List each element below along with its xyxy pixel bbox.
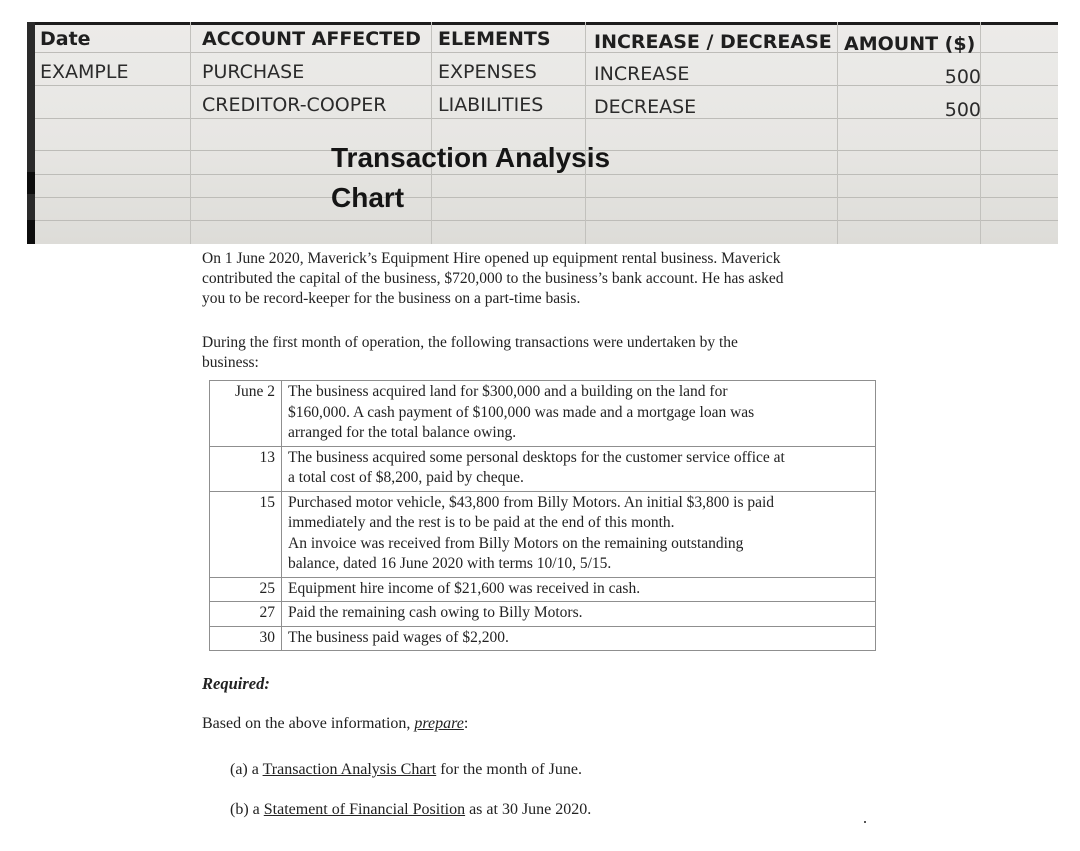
sheet-top-edge <box>27 22 1058 25</box>
row2-amount: 500 <box>944 99 981 121</box>
intro-line: you to be record-keeper for the business on a part-time basis. <box>202 290 581 307</box>
description-line: arranged for the total balance owing. <box>288 424 517 441</box>
row2-incdec: DECREASE <box>594 96 697 118</box>
row2-account: CREDITOR-COOPER <box>202 94 387 116</box>
description-line: An invoice was received from Billy Motors on the remaining outstanding <box>288 534 744 552</box>
table-row <box>210 446 876 491</box>
transactions-table <box>209 380 876 651</box>
intro-line: contributed the capital of the business, $720,000 to the business’s bank account. He has asked <box>202 270 784 287</box>
description-line: immediately and the rest is to be paid at the end of this month. <box>288 514 675 531</box>
grid-line <box>980 22 981 244</box>
transaction-description <box>282 381 876 447</box>
based-suffix: : <box>463 715 469 732</box>
header-date: Date <box>40 28 91 50</box>
item-label: (b) a <box>230 801 264 818</box>
requirement-a <box>230 761 582 779</box>
sheet-edge-mark <box>27 172 35 194</box>
transaction-description <box>282 577 876 602</box>
description-line: Equipment hire income of $21,600 was received in cash. <box>288 579 641 597</box>
grid-line <box>190 22 191 244</box>
table-row <box>210 381 876 447</box>
grid-line <box>837 22 838 244</box>
item-suffix: for the month of June. <box>436 761 582 778</box>
transaction-description <box>282 446 876 491</box>
transaction-day: June 2 <box>210 381 282 447</box>
intro-paragraph <box>202 249 784 309</box>
row1-incdec: INCREASE <box>594 63 690 85</box>
grid-line <box>35 220 1058 221</box>
sheet-left-edge <box>27 22 35 244</box>
header-account-affected: ACCOUNT AFFECTED <box>202 28 421 50</box>
intro-line: On 1 June 2020, Maverick’s Equipment Hire opened up equipment rental business. Maverick <box>202 250 781 267</box>
during-line: During the first month of operation, the following transactions were undertaken by the <box>202 334 738 351</box>
during-line: business: <box>202 354 259 371</box>
table-row <box>210 577 876 602</box>
chart-title-line1: Transaction Analysis <box>331 142 611 173</box>
sheet-edge-mark <box>27 220 35 244</box>
description-line: $160,000. A cash payment of $100,000 was made and a mortgage loan was <box>288 403 755 421</box>
item-link: Transaction Analysis Chart <box>262 761 437 778</box>
header-increase-decrease: INCREASE / DECREASE <box>594 31 832 53</box>
spreadsheet-photo <box>27 22 1058 244</box>
row1-account: PURCHASE <box>202 61 305 83</box>
during-paragraph <box>202 333 738 373</box>
table-row <box>210 626 876 651</box>
row1-date: EXAMPLE <box>40 61 129 83</box>
scan-speck <box>864 821 866 823</box>
description-line: The business paid wages of $2,200. <box>288 628 509 646</box>
chart-title-line2: Chart <box>331 182 405 213</box>
prepare-link: prepare <box>414 715 464 732</box>
required-heading: Required: <box>202 674 270 693</box>
requirement-b <box>230 801 591 819</box>
item-link: Statement of Financial Position <box>263 801 466 818</box>
description-line: Paid the remaining cash owing to Billy Motors. <box>288 604 583 621</box>
transaction-day: 30 <box>210 626 282 651</box>
chart-title <box>331 138 610 218</box>
transaction-day: 25 <box>210 577 282 602</box>
header-elements: ELEMENTS <box>438 28 551 50</box>
description-line: Purchased motor vehicle, $43,800 from Billy Motors. An initial $3,800 is paid <box>288 493 775 511</box>
based-prefix: Based on the above information, <box>202 715 415 732</box>
table-row <box>210 602 876 627</box>
row1-amount: 500 <box>944 66 981 88</box>
item-suffix: as at 30 June 2020. <box>465 801 592 818</box>
description-line: balance, dated 16 June 2020 with terms 10/10, 5/15. <box>288 555 612 572</box>
based-on-instruction <box>202 715 468 733</box>
header-amount: AMOUNT ($) <box>844 33 976 55</box>
transaction-day: 27 <box>210 602 282 627</box>
row1-element: EXPENSES <box>438 61 537 83</box>
description-line: a total cost of $8,200, paid by cheque. <box>288 469 524 486</box>
transaction-description <box>282 626 876 651</box>
item-label: (a) a <box>230 761 263 778</box>
transaction-day: 13 <box>210 446 282 491</box>
table-row <box>210 491 876 577</box>
transaction-day: 15 <box>210 491 282 577</box>
description-line: The business acquired land for $300,000 and a building on the land for <box>288 383 728 400</box>
row2-element: LIABILITIES <box>438 94 544 116</box>
transaction-description <box>282 491 876 577</box>
transaction-description <box>282 602 876 627</box>
description-line: The business acquired some personal desktops for the customer service office at <box>288 448 785 466</box>
